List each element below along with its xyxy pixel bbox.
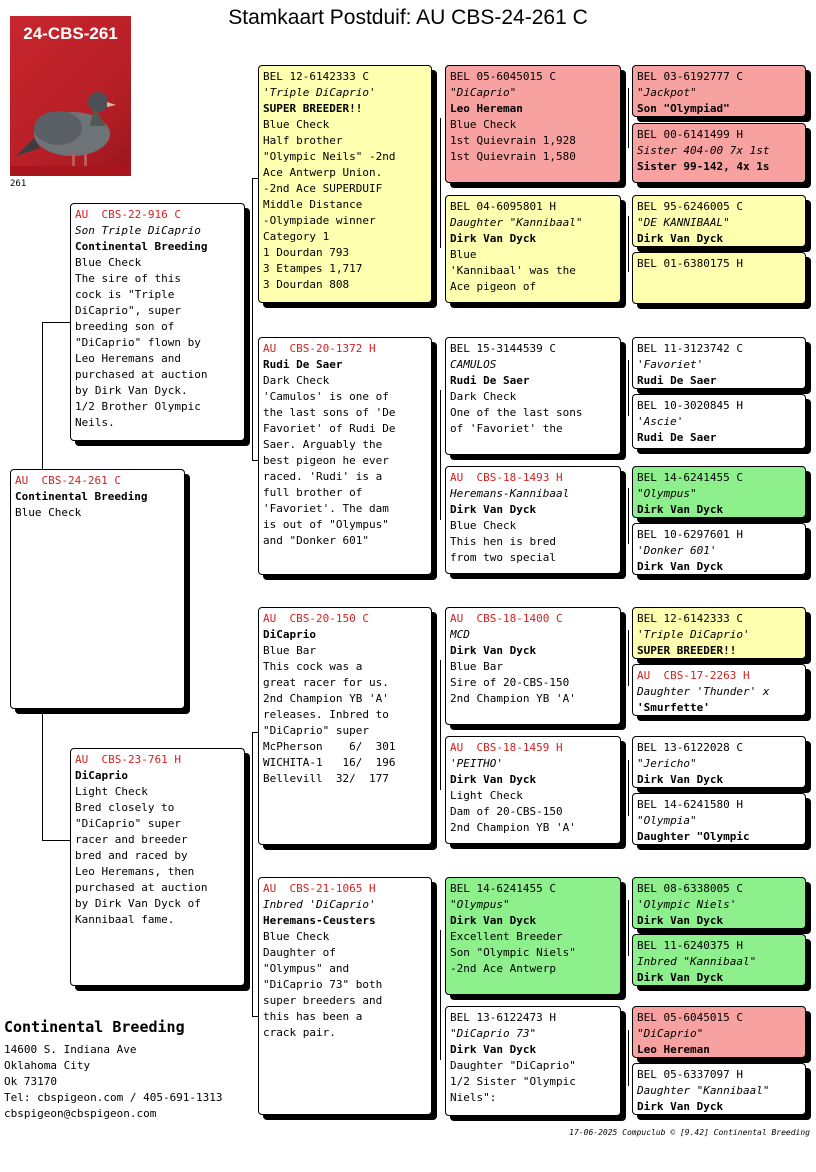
g4-card-11[interactable] (632, 736, 806, 788)
info-line: 1st Quievrain 1,580 (450, 150, 576, 163)
dam-card[interactable] (70, 748, 245, 986)
connector (440, 118, 441, 248)
info-line: best pigeon he ever (263, 454, 389, 467)
breeder-line: Rudi De Saer (263, 358, 343, 371)
info-line: Bred closely to (75, 801, 175, 814)
info-line: -2nd Ace Antwerp (450, 962, 556, 975)
ring-number: BEL 05-6337097 H (637, 1068, 743, 1081)
info-line: 'Kannibaal' was the (450, 264, 576, 277)
connector (252, 178, 253, 460)
info-line: Ace Antwerp Union. (263, 166, 383, 179)
ring-number: BEL 12-6142333 C (263, 70, 369, 83)
pigeon-name: 'Donker 601' (637, 544, 717, 557)
pigeon-name: Daughter 'Thunder' x (637, 685, 770, 698)
info-line: Kannibaal fame. (75, 913, 175, 926)
pigeon-photo (10, 16, 131, 176)
ring-number: AU CBS-22-916 C (75, 208, 181, 221)
ring-number: BEL 05-6045015 C (450, 70, 556, 83)
subject-card[interactable] (10, 469, 185, 709)
g4-card-2[interactable] (632, 123, 806, 183)
sd-sire-card[interactable] (445, 337, 621, 455)
breeder-line: 'Smurfette' (637, 701, 710, 714)
connector (628, 630, 629, 686)
info-line: by Dirk Van Dyck of (75, 897, 201, 910)
pigeon-name: "Olympus" (450, 898, 510, 911)
info-line: 'Camulos' is one of (263, 390, 389, 403)
info-line: 3 Dourdan 808 (263, 278, 350, 291)
pigeon-name: Son Triple DiCaprio (75, 224, 201, 237)
info-line: 2nd Champion YB 'A' (450, 821, 576, 834)
pigeon-name: 'Triple DiCaprio' (637, 628, 750, 641)
info-line: "Olympic Neils" -2nd (263, 150, 396, 163)
address-line: 14600 S. Indiana Ave (4, 1043, 137, 1056)
info-line: This hen is bred (450, 535, 556, 548)
ring-number: BEL 13-6122473 H (450, 1011, 556, 1024)
ring-number: BEL 95-6246005 C (637, 200, 743, 213)
breeder-line: Dirk Van Dyck (637, 1100, 724, 1113)
breeder-line: Rudi De Saer (450, 374, 530, 387)
connector (440, 930, 441, 1060)
pigeon-name: "DiCaprio" (637, 1027, 704, 1040)
connector (42, 840, 70, 841)
info-line: Leo Heremans and (75, 352, 181, 365)
info-line: Saer. Arguably the (263, 438, 383, 451)
info-line: by Dirk Van Dyck. (75, 384, 188, 397)
info-line: is out of "Olympus" (263, 518, 389, 531)
ring-number: BEL 00-6141499 H (637, 128, 743, 141)
info-line: and "Donker 601" (263, 534, 369, 547)
ring-number: AU CBS-18-1459 H (450, 741, 563, 754)
info-line: Daughter of (263, 946, 336, 959)
g4-card-12[interactable] (632, 793, 806, 845)
g4-card-3[interactable] (632, 195, 806, 247)
breeder-line: Dirk Van Dyck (637, 971, 724, 984)
connector (628, 88, 629, 148)
info-line: Blue Check (75, 256, 142, 269)
pigeon-name: 'Ascie' (637, 415, 684, 428)
breeder-line: Continental Breeding (75, 240, 208, 253)
dd-sire-card[interactable] (445, 877, 621, 995)
pigeon-name: Daughter "Kannibaal" (637, 1084, 770, 1097)
connector (440, 390, 441, 520)
info-line: Dark Check (450, 390, 517, 403)
ring-number: BEL 14-6241455 C (637, 471, 743, 484)
pigeon-image (10, 16, 131, 176)
g4-card-13[interactable] (632, 877, 806, 929)
page-title: Stamkaart Postduif: AU CBS-24-261 C (228, 6, 588, 29)
info-line: 2nd Champion YB 'A' (263, 692, 389, 705)
connector (628, 360, 629, 416)
breeder-line: Dirk Van Dyck (450, 503, 537, 516)
breeder-line: Dirk Van Dyck (637, 232, 724, 245)
ds-dam-card[interactable] (445, 736, 621, 844)
info-line: raced. 'Rudi' is a (263, 470, 383, 483)
info-line: Sire of 20-CBS-150 (450, 676, 570, 689)
pigeon-name: Heremans-Kannibaal (450, 487, 570, 500)
ring-number: AU CBS-17-2263 H (637, 669, 750, 682)
info-line: the last sons of 'De (263, 406, 396, 419)
info-line: Category 1 (263, 230, 330, 243)
info-line: WICHITA-1 16/ 196 (263, 756, 396, 769)
g4-card-15[interactable] (632, 1006, 806, 1058)
breeder-line: SUPER BREEDER!! (637, 644, 737, 657)
info-line: full brother of (263, 486, 363, 499)
address-line: Ok 73170 (4, 1075, 57, 1088)
address-line: Oklahoma City (4, 1059, 91, 1072)
info-line: Blue Check (15, 506, 82, 519)
g4-card-6[interactable] (632, 394, 806, 449)
g4-card-7[interactable] (632, 466, 806, 518)
dam-dam-card[interactable] (258, 877, 432, 1115)
ring-number: AU CBS-21-1065 H (263, 882, 376, 895)
info-line: "DiCaprio" flown by (75, 336, 201, 349)
ring-number: AU CBS-20-150 C (263, 612, 369, 625)
ring-number: BEL 12-6142333 C (637, 612, 743, 625)
pigeon-name: 'PEITHO' (450, 757, 503, 770)
info-line: DiCaprio", super (75, 304, 181, 317)
info-line: Ace pigeon of (450, 280, 537, 293)
info-line: Blue Check (263, 930, 330, 943)
info-line: "Olympus" and (263, 962, 350, 975)
info-line: Niels": (450, 1091, 497, 1104)
breeder-line: Daughter "Olympic (637, 830, 750, 843)
pigeon-name: "Olympia" (637, 814, 697, 827)
ring-number: BEL 10-3020845 H (637, 399, 743, 412)
breeder-line: Continental Breeding (15, 490, 148, 503)
info-line: "DiCaprio" super (263, 724, 369, 737)
breeder-line: Dirk Van Dyck (637, 560, 724, 573)
info-line: 1/2 Sister "Olympic (450, 1075, 576, 1088)
info-line: 1st Quievrain 1,928 (450, 134, 576, 147)
ring-number: BEL 01-6380175 H (637, 257, 743, 270)
info-line: -Olympiade winner (263, 214, 376, 227)
pigeon-name: "Jericho" (637, 757, 697, 770)
sd-dam-card[interactable] (445, 466, 621, 574)
breeder-line: DiCaprio (263, 628, 316, 641)
g4-card-1[interactable] (632, 65, 806, 117)
ring-number: BEL 14-6241580 H (637, 798, 743, 811)
pigeon-name: 'Olympic Niels' (637, 898, 737, 911)
info-line: 1/2 Brother Olympic (75, 400, 201, 413)
connector (628, 488, 629, 544)
breeder-line: Dirk Van Dyck (637, 773, 724, 786)
info-line: 3 Etampes 1,717 (263, 262, 363, 275)
ring-number: BEL 10-6297601 H (637, 528, 743, 541)
ds-sire-card[interactable] (445, 607, 621, 725)
info-line: from two special (450, 551, 556, 564)
ring-number: BEL 11-3123742 C (637, 342, 743, 355)
info-line: Leo Heremans, then (75, 865, 195, 878)
info-line: One of the last sons (450, 406, 583, 419)
ring-number: AU CBS-18-1400 C (450, 612, 563, 625)
sire-dam-card[interactable] (258, 337, 432, 575)
sire-card[interactable] (70, 203, 245, 441)
breeder-line: Leo Hereman (637, 1043, 710, 1056)
info-line: Bellevill 32/ 177 (263, 772, 389, 785)
breeder-line: Heremans-Ceusters (263, 914, 376, 927)
print-credit: 17-06-2025 Compuclub © [9.42] Continental Breeding (569, 1128, 810, 1137)
info-line: crack pair. (263, 1026, 336, 1039)
breeder-line: Dirk Van Dyck (450, 1043, 537, 1056)
pigeon-name: 'Favoriet' (637, 358, 704, 371)
ring-number: BEL 03-6192777 C (637, 70, 743, 83)
info-line: Favoriet' of Rudi De (263, 422, 396, 435)
connector (628, 216, 629, 272)
info-line: breeding son of (75, 320, 175, 333)
photo-label: 24-CBS-261 (23, 24, 118, 43)
info-line: Middle Distance (263, 198, 363, 211)
breeder-line: Dirk Van Dyck (450, 773, 537, 786)
pigeon-name: "Olympus" (637, 487, 697, 500)
g4-card-10[interactable] (632, 664, 806, 716)
pigeon-name: "DE KANNIBAAL" (637, 216, 730, 229)
g4-card-14[interactable] (632, 934, 806, 986)
info-line: 1 Dourdan 793 (263, 246, 350, 259)
photo-caption: 261 (10, 179, 27, 189)
info-line: Blue Check (450, 519, 517, 532)
breeder-line: Son "Olympiad" (637, 102, 730, 115)
connector (628, 760, 629, 816)
breeder-line: Leo Hereman (450, 102, 523, 115)
info-line: 'Favoriet'. The dam (263, 502, 389, 515)
g4-card-8[interactable] (632, 523, 806, 575)
breeder-line: Dirk Van Dyck (450, 644, 537, 657)
info-line: McPherson 6/ 301 (263, 740, 396, 753)
connector (628, 1030, 629, 1086)
info-line: "DiCaprio" super (75, 817, 181, 830)
pigeon-name: Daughter "Kannibaal" (450, 216, 583, 229)
pigeon-name: Inbred 'DiCaprio' (263, 898, 376, 911)
connector (42, 322, 70, 323)
ring-number: BEL 15-3144539 C (450, 342, 556, 355)
g4-card-9[interactable] (632, 607, 806, 659)
dd-dam-card[interactable] (445, 1006, 621, 1116)
info-line: "DiCaprio 73" both (263, 978, 383, 991)
breeder-line: Rudi De Saer (637, 431, 717, 444)
info-line: Half brother (263, 134, 343, 147)
connector (440, 660, 441, 790)
ring-number: AU CBS-23-761 H (75, 753, 181, 766)
info-line: bred and raced by (75, 849, 188, 862)
info-line: super breeders and (263, 994, 383, 1007)
info-line: This cock was a (263, 660, 363, 673)
ss-dam-card[interactable] (445, 195, 621, 303)
info-line: Dark Check (263, 374, 330, 387)
ring-number: AU CBS-24-261 C (15, 474, 121, 487)
pigeon-name: Inbred "Kannibaal" (637, 955, 757, 968)
pigeon-name: CAMULOS (450, 358, 497, 371)
info-line: 2nd Champion YB 'A' (450, 692, 576, 705)
breeder-line: SUPER BREEDER!! (263, 102, 363, 115)
breeder-address (4, 1042, 223, 1122)
ring-number: BEL 11-6240375 H (637, 939, 743, 952)
breeder-line: Sister 99-142, 4x 1s (637, 160, 770, 173)
info-line: cock is "Triple (75, 288, 175, 301)
ring-number: BEL 13-6122028 C (637, 741, 743, 754)
info-line: The sire of this (75, 272, 181, 285)
info-line: Excellent Breeder (450, 930, 563, 943)
info-line: Blue (450, 248, 477, 261)
info-line: Blue Check (450, 118, 517, 131)
breeder-line: Dirk Van Dyck (450, 232, 537, 245)
ss-sire-card[interactable] (445, 65, 621, 183)
pigeon-name: Sister 404-00 7x 1st (637, 144, 770, 157)
info-line: Neils. (75, 416, 115, 429)
breeder-line: Dirk Van Dyck (450, 914, 537, 927)
g4-card-4[interactable] (632, 252, 806, 304)
pigeon-name: "DiCaprio" (450, 86, 517, 99)
g4-card-5[interactable] (632, 337, 806, 389)
info-line: Daughter "DiCaprio" (450, 1059, 576, 1072)
ring-number: BEL 04-6095801 H (450, 200, 556, 213)
connector (42, 712, 43, 840)
info-line: Light Check (75, 785, 148, 798)
ring-number: BEL 08-6338005 C (637, 882, 743, 895)
info-line: Blue Check (263, 118, 330, 131)
info-line: purchased at auction (75, 881, 208, 894)
dam-sire-card[interactable] (258, 607, 432, 845)
breeder-line: Dirk Van Dyck (637, 914, 724, 927)
info-line: Son "Olympic Niels" (450, 946, 576, 959)
info-line: Blue Bar (450, 660, 503, 673)
breeder-line: Dirk Van Dyck (637, 503, 724, 516)
connector (252, 732, 253, 1016)
pigeon-name: MCD (450, 628, 470, 641)
email-line: cbspigeon@cbspigeon.com (4, 1107, 157, 1120)
info-line: racer and breeder (75, 833, 188, 846)
info-line: Dam of 20-CBS-150 (450, 805, 563, 818)
breeder-name: Continental Breeding (4, 1018, 185, 1036)
connector (42, 322, 43, 470)
breeder-line: DiCaprio (75, 769, 128, 782)
info-line: purchased at auction (75, 368, 208, 381)
ring-number: AU CBS-18-1493 H (450, 471, 563, 484)
breeder-line: Rudi De Saer (637, 374, 717, 387)
ring-number: BEL 14-6241455 C (450, 882, 556, 895)
info-line: of 'Favoriet' the (450, 422, 563, 435)
info-line: -2nd Ace SUPERDUIF (263, 182, 383, 195)
pigeon-name: "DiCaprio 73" (450, 1027, 537, 1040)
info-line: Light Check (450, 789, 523, 802)
g4-card-16[interactable] (632, 1063, 806, 1115)
info-line: releases. Inbred to (263, 708, 389, 721)
connector (628, 900, 629, 956)
info-line: great racer for us. (263, 676, 389, 689)
pigeon-name: 'Triple DiCaprio' (263, 86, 376, 99)
info-line: this has been a (263, 1010, 363, 1023)
ring-number: AU CBS-20-1372 H (263, 342, 376, 355)
contact-line: Tel: cbspigeon.com / 405-691-1313 (4, 1091, 223, 1104)
pigeon-name: "Jackpot" (637, 86, 697, 99)
info-line: Blue Bar (263, 644, 316, 657)
ring-number: BEL 05-6045015 C (637, 1011, 743, 1024)
sire-sire-card[interactable] (258, 65, 432, 303)
